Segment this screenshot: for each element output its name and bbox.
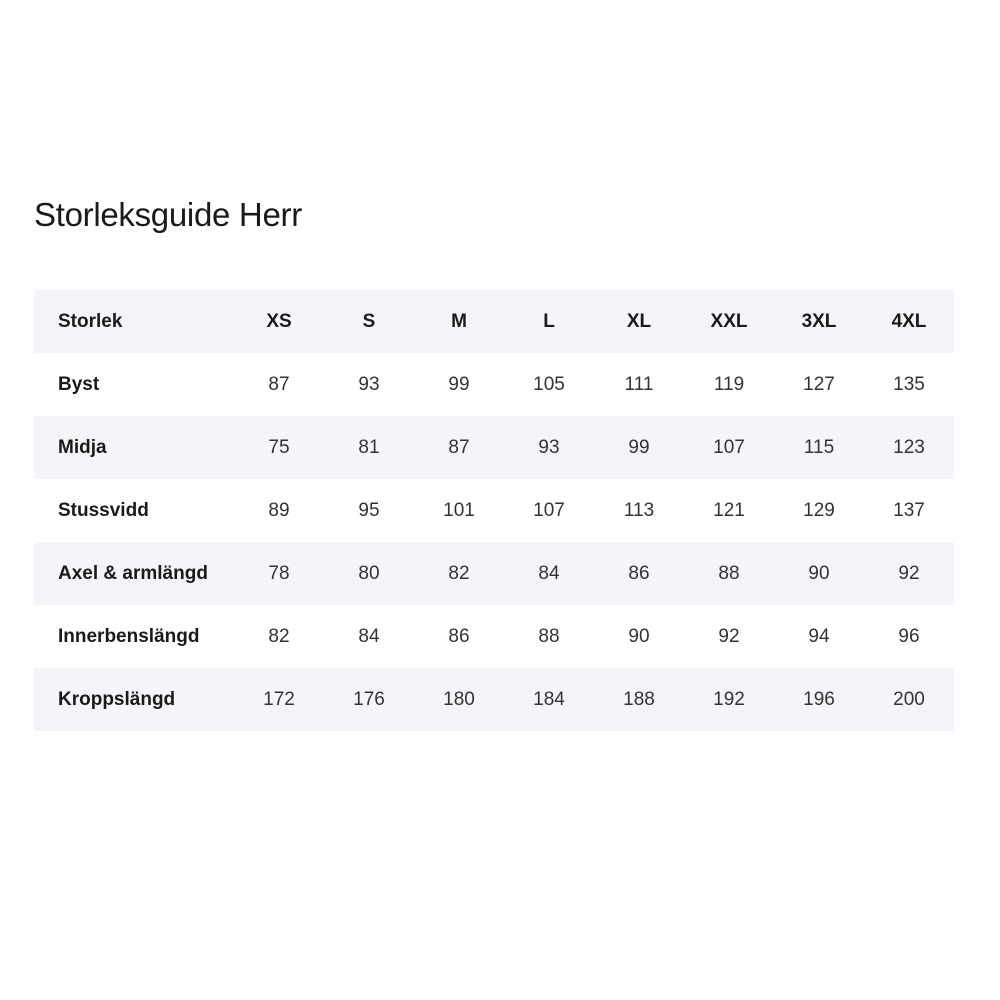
- row-label: Midja: [58, 436, 107, 458]
- table-cell: 93: [538, 436, 560, 458]
- size-table: [34, 290, 954, 731]
- table-cell: 95: [358, 499, 380, 521]
- table-cell: 89: [268, 499, 290, 521]
- table-cell: 78: [268, 562, 290, 584]
- table-cell: 129: [803, 499, 835, 521]
- size-header: XL: [626, 310, 652, 332]
- table-cell: 107: [533, 499, 565, 521]
- size-header: XXL: [710, 310, 748, 332]
- table-cell: 92: [898, 562, 920, 584]
- table-cell: 111: [624, 373, 654, 395]
- size-header: 3XL: [801, 310, 837, 332]
- row-label: Byst: [58, 373, 100, 395]
- table-cell: 86: [448, 625, 470, 647]
- table-row: [34, 605, 954, 668]
- table-row: [34, 479, 954, 542]
- table-cell: 75: [268, 436, 290, 458]
- table-cell: 137: [893, 499, 925, 521]
- table-row: [34, 416, 954, 479]
- table-cell: 180: [443, 688, 475, 710]
- table-cell: 101: [443, 499, 475, 521]
- table-cell: 92: [718, 625, 740, 647]
- table-cell: 105: [533, 373, 565, 395]
- table-cell: 86: [628, 562, 650, 584]
- table-cell: 172: [263, 688, 295, 710]
- table-cell: 135: [893, 373, 925, 395]
- table-cell: 99: [628, 436, 650, 458]
- table-row: [34, 542, 954, 605]
- table-cell: 94: [808, 625, 830, 647]
- table-cell: 113: [623, 499, 655, 521]
- table-cell: 188: [623, 688, 655, 710]
- row-label: Stussvidd: [58, 499, 149, 521]
- table-cell: 87: [448, 436, 470, 458]
- table-row: [34, 353, 954, 416]
- size-header: 4XL: [891, 310, 927, 332]
- table-cell: 84: [358, 625, 380, 647]
- size-header: L: [543, 310, 555, 332]
- table-cell: 96: [898, 625, 920, 647]
- table-cell: 200: [893, 688, 925, 710]
- table-cell: 80: [358, 562, 380, 584]
- table-cell: 176: [353, 688, 385, 710]
- table-cell: 82: [448, 562, 470, 584]
- size-header: M: [451, 310, 467, 332]
- row-label: Axel & armlängd: [58, 562, 208, 584]
- table-cell: 119: [713, 373, 745, 395]
- table-cell: 123: [893, 436, 925, 458]
- table-cell: 88: [538, 625, 560, 647]
- table-cell: 184: [533, 688, 565, 710]
- table-cell: 93: [358, 373, 380, 395]
- row-label: Kroppslängd: [58, 688, 176, 710]
- table-cell: 99: [448, 373, 470, 395]
- table-cell: 192: [713, 688, 745, 710]
- table-cell: 90: [808, 562, 830, 584]
- header-label: Storlek: [58, 310, 123, 332]
- table-cell: 82: [268, 625, 290, 647]
- row-label: Innerbenslängd: [58, 625, 200, 647]
- page-title: Storleksguide Herr: [34, 196, 302, 233]
- table-cell: 115: [803, 436, 835, 458]
- table-cell: 81: [358, 436, 380, 458]
- size-header: XS: [266, 310, 292, 332]
- size-header: S: [362, 310, 376, 332]
- table-cell: 88: [718, 562, 740, 584]
- table-cell: 121: [713, 499, 745, 521]
- table-cell: 84: [538, 562, 560, 584]
- table-header-row: [34, 290, 954, 353]
- table-cell: 127: [803, 373, 835, 395]
- table-cell: 196: [803, 688, 835, 710]
- table-cell: 107: [713, 436, 745, 458]
- table-cell: 87: [268, 373, 290, 395]
- table-cell: 90: [628, 625, 650, 647]
- table-row: [34, 668, 954, 731]
